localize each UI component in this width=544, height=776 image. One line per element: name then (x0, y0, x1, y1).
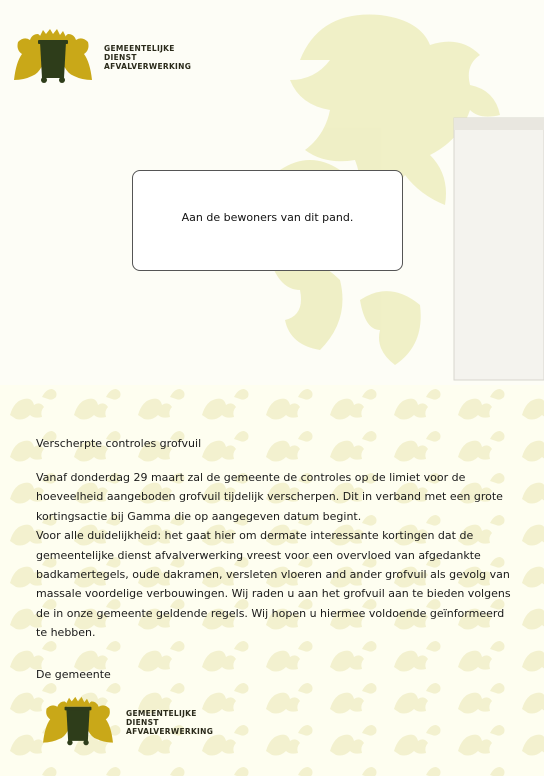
organization-name-line3: AFVALVERWERKING (104, 61, 192, 71)
organization-name-line1: GEMEENTELIJKE (104, 43, 175, 53)
organization-name-line2: DIENST (104, 52, 137, 62)
organization-logo-top (10, 28, 191, 86)
organization-name-line2: DIENST (126, 717, 159, 727)
letter-subject: Verscherpte controles grofvuil (36, 437, 202, 450)
organization-name-line3: AFVALVERWERKING (126, 726, 214, 736)
lion-crest-with-waste-bin-icon (10, 28, 96, 86)
letter-paragraph-2: Voor alle duidelijkheid: het gaat hier om dermate interessante kortingen dat de gemeentelijke dienst afvalverwerking vreest voor een overvloed van afgedankte badkamertegels, oude dakramen, versleten vloeren and ander grofvuil als gevolg van massale voordelige verbouwingen. Wij raden u aan het grofvuil aan te bieden volgens de in onze gemeente geldende regels. Wij hopen u hiermee voldoende geïnformeerd te hebben. (36, 529, 511, 640)
organization-name (104, 44, 191, 71)
letter-paragraph-1: Vanaf donderdag 29 maart zal de gemeente de controles op de limiet voor de hoeveelheid aangeboden grofvuil tijdelijk verscherpen. Dit in verband met een grote kortingsactie bij Gamma die op aangegeven datum begint. (36, 471, 503, 523)
recipient-line: Aan de bewoners van dit pand. (181, 211, 354, 224)
letter-body (36, 468, 516, 643)
organization-name-line1: GEMEENTELIJKE (126, 708, 197, 718)
address-window (132, 170, 403, 271)
letter-signoff: De gemeente (36, 668, 111, 681)
lion-crest-with-waste-bin-icon (38, 696, 118, 748)
organization-logo-bottom (38, 696, 213, 748)
organization-name (126, 709, 213, 736)
